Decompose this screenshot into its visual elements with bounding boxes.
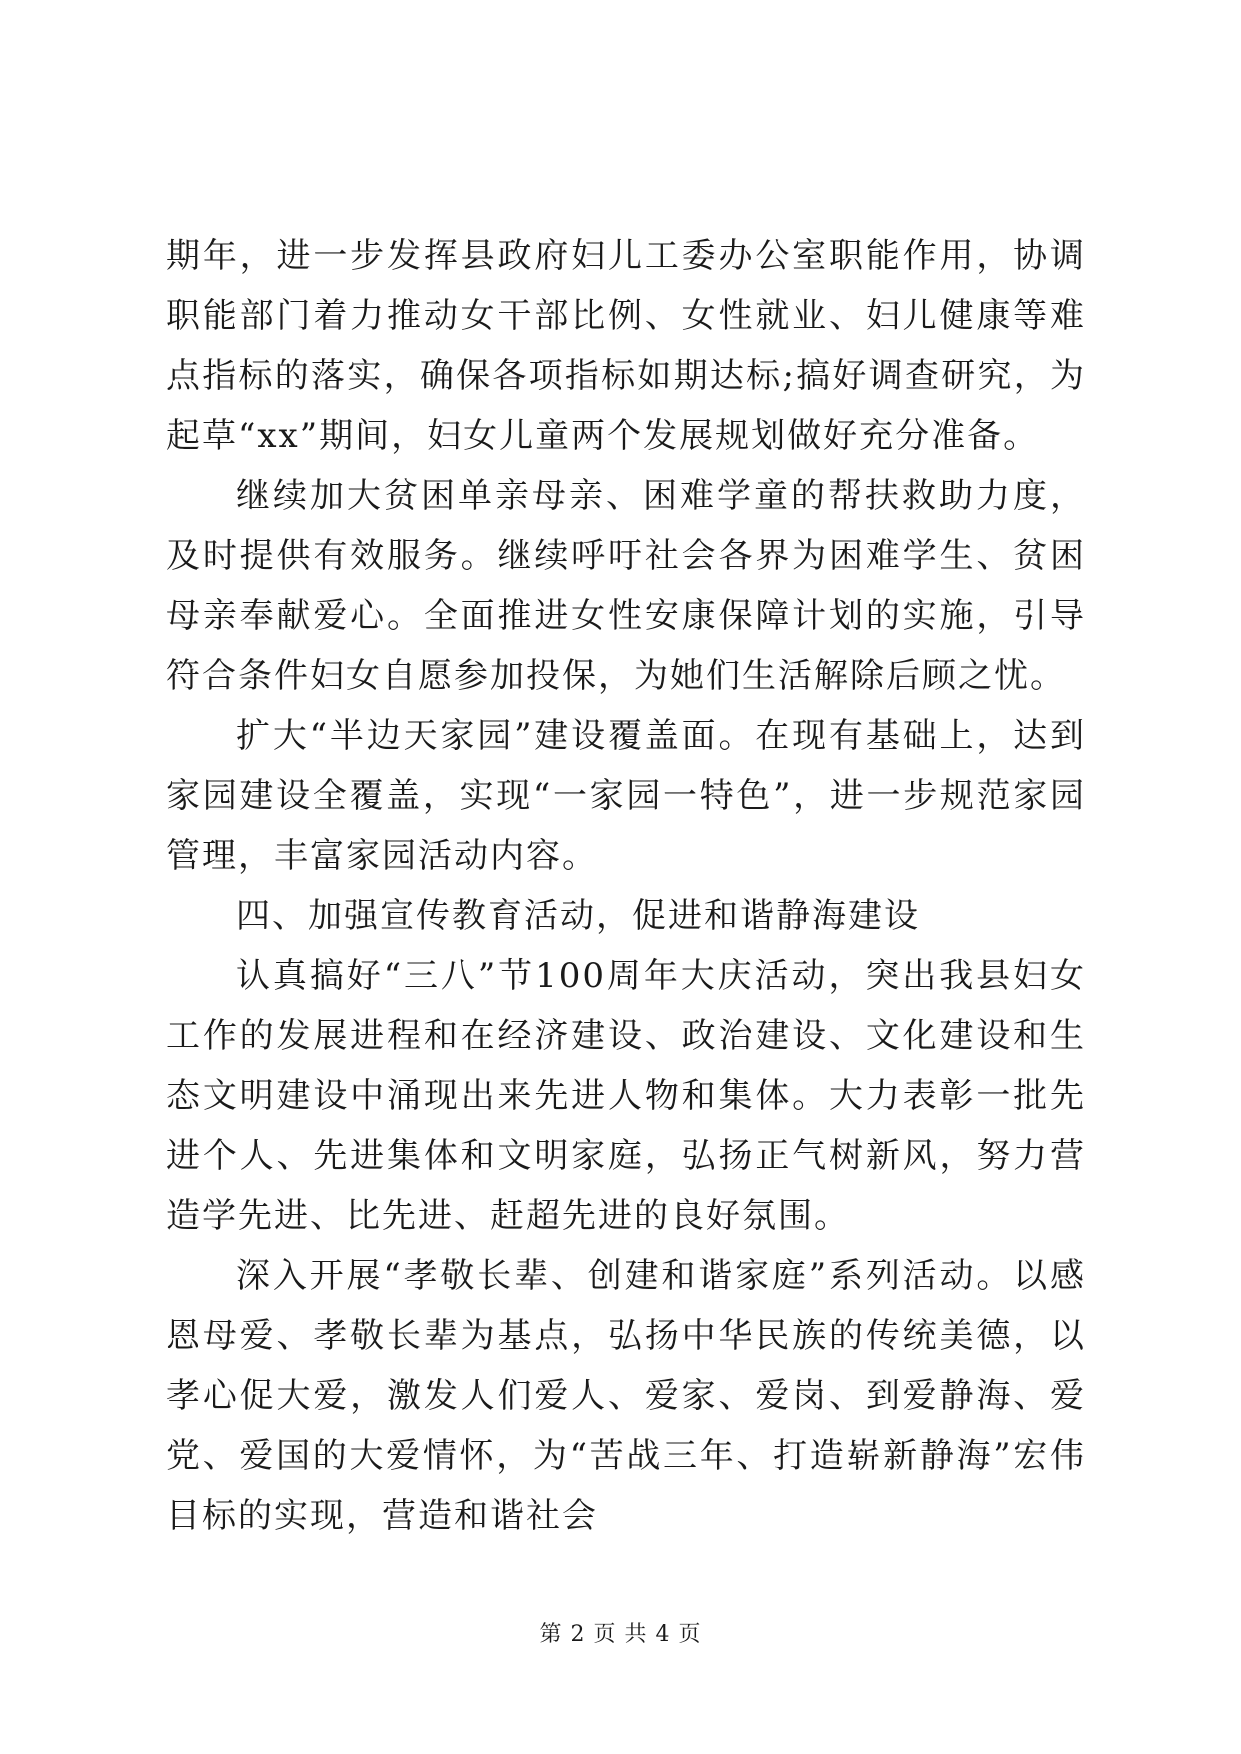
paragraph-march8-celebration: 认真搞好“三八”节100周年大庆活动，突出我县妇女工作的发展进程和在经济建设、政治建设、文化建设和生态文明建设中涌现出来先进人物和集体。大力表彰一批先进个人、先进集体和文明家庭，弘扬正气树新风，努力营造学先进、比先进、赶超先进的良好氛围。 <box>166 956 1086 1236</box>
document-body <box>166 226 1086 1546</box>
paragraph-continuation: 期年，进一步发挥县政府妇儿工委办公室职能作用，协调职能部门着力推动女干部比例、女性就业、妇儿健康等难点指标的落实，确保各项指标如期达标;搞好调查研究，为起草“xx”期间，妇女儿童两个发展规划做好充分准备。 <box>166 236 1086 456</box>
paragraph-filial-piety: 深入开展“孝敬长辈、创建和谐家庭”系列活动。以感恩母爱、孝敬长辈为基点，弘扬中华民族的传统美德，以孝心促大爱，激发人们爱人、爱家、爱岗、到爱静海、爱党、爱国的大爱情怀，为“苦战三年、打造崭新静海”宏伟目标的实现，营造和谐社会 <box>166 1256 1086 1536</box>
page-number-footer: 第 2 页 共 4 页 <box>539 1622 702 1647</box>
paragraph-home-coverage: 扩大“半边天家园”建设覆盖面。在现有基础上，达到家园建设全覆盖，实现“一家园一特色”，进一步规范家园管理，丰富家园活动内容。 <box>166 716 1086 876</box>
section-heading: 四、加强宣传教育活动，促进和谐静海建设 <box>236 896 920 936</box>
paragraph-aid-services: 继续加大贫困单亲母亲、困难学童的帮扶救助力度，及时提供有效服务。继续呼吁社会各界为困难学生、贫困母亲奉献爱心。全面推进女性安康保障计划的实施，引导符合条件妇女自愿参加投保，为她们生活解除后顾之忧。 <box>166 476 1086 696</box>
